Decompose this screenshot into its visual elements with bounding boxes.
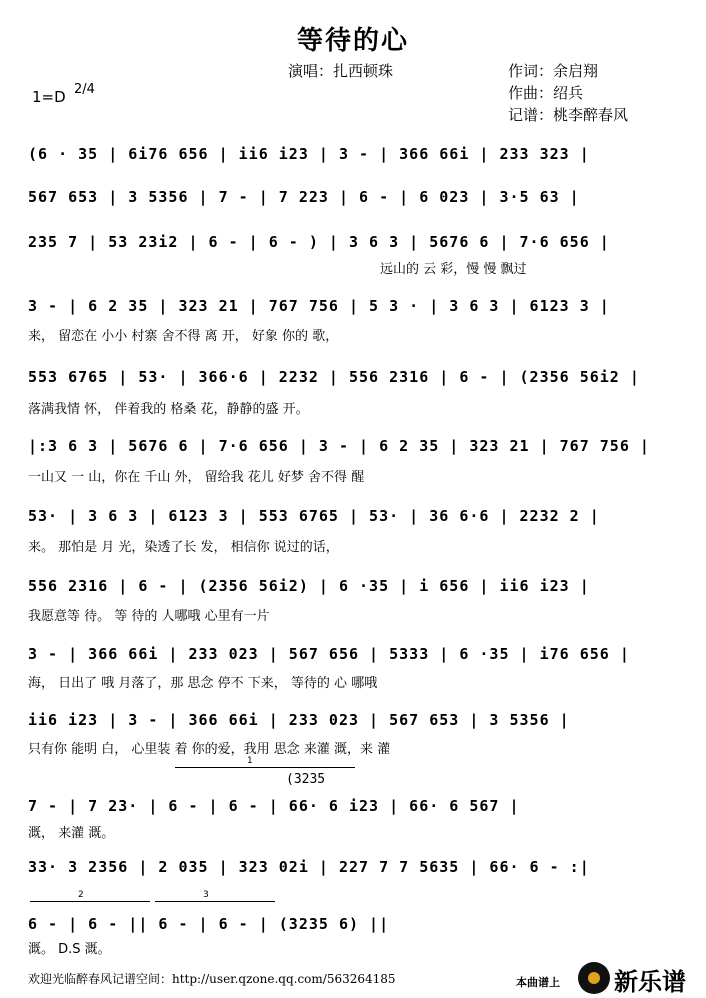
lyric-line: 溉。 D.S 溉。 xyxy=(28,942,111,957)
score-line: ii6 i23 | 3 - | 366 66i | 233 023 | 567 653 | 3 5356 | xyxy=(28,711,570,729)
score-line: 553 6765 | 53· | 366·6 | 2232 | 556 2316 | 6 - | (2356 56i2 | xyxy=(28,368,640,386)
volta-bracket-3 xyxy=(155,890,275,902)
volta-bracket-2 xyxy=(30,890,150,902)
brand-name[interactable]: 新乐谱 xyxy=(614,968,686,996)
lyricist-credit: 作词：余启翔 xyxy=(508,62,599,80)
lyric-line: 只有你 能明 白， 心里装 着 你的爱，我用 思念 来灌 溉，来 灌 xyxy=(28,742,391,757)
score-line: |:3 6 3 | 5676 6 | 7·6 656 | 3 - | 6 2 35 | 323 21 | 767 756 | xyxy=(28,437,650,455)
footer-link[interactable]: 欢迎光临醉春风记谱空间：http://user.qzone.qq.com/563264185 xyxy=(28,972,396,986)
page-title: 等待的心 xyxy=(296,26,409,56)
lyric-line: 海， 日出了 哦 月落了，那 思念 停不 下来， 等待的 心 哪哦 xyxy=(28,676,378,691)
composer-credit: 作曲：绍兵 xyxy=(508,84,584,102)
score-line: 556 2316 | 6 - | (2356 56i2) | 6 ·35 | i 656 | ii6 i23 | xyxy=(28,577,590,595)
score-line: (6 · 35 | 6i76 656 | ii6 i23 | 3 - | 366 66i | 233 323 | xyxy=(28,145,590,163)
time-signature-value: 2/4 xyxy=(74,82,95,97)
lyric-line: 我愿意等 待。 等 待的 人哪哦 心里有一片 xyxy=(28,609,270,624)
score-line: 3 - | 366 66i | 233 023 | 567 656 | 5333 | 6 ·35 | i76 656 | xyxy=(28,645,630,663)
lyric-line: 溉， 来灌 溉。 xyxy=(28,826,115,841)
volta-number: 3 xyxy=(203,890,209,900)
brand-prefix: 本曲谱上 xyxy=(516,976,560,989)
lyric-line: 远山的 云 彩，慢 慢 飘过 xyxy=(380,262,527,277)
score-line: 53· | 3 6 3 | 6123 3 | 553 6765 | 53· | 36 6·6 | 2232 2 | xyxy=(28,507,600,525)
transcriber-credit: 记谱：桃李醉春风 xyxy=(508,106,629,124)
lyric-line: 一山又 一 山，你在 千山 外， 留给我 花儿 好梦 舍不得 醒 xyxy=(28,470,365,485)
record-logo-icon xyxy=(578,962,610,994)
score-line: 235 7 | 53 23i2 | 6 - | 6 - ) | 3 6 3 | 5676 6 | 7·6 656 | xyxy=(28,233,610,251)
lyric-line: 来， 留恋在 小小 村寨 舍不得 离 开， 好象 你的 歌， xyxy=(28,329,339,344)
score-line: 7 - | 7 23· | 6 - | 6 - | 66· 6 i23 | 66· 6 567 | xyxy=(28,797,520,815)
singer-credit: 演唱：扎西顿珠 xyxy=(288,62,394,80)
lyric-line: 来。 那怕是 月 光，染透了长 发， 相信你 说过的话， xyxy=(28,540,339,555)
score-line: 567 653 | 3 5356 | 7 - | 7 223 | 6 - | 6 023 | 3·5 63 | xyxy=(28,188,580,206)
grace-note: (3235 xyxy=(286,772,326,787)
volta-number: 2 xyxy=(78,890,84,900)
lyric-line: 落满我情 怀， 伴着我的 格桑 花，静静的盛 开。 xyxy=(28,402,309,417)
volta-number: 1 xyxy=(247,756,253,766)
key-signature: 1=D xyxy=(32,88,66,106)
score-line: 6 - | 6 - || 6 - | 6 - | (3235 6) || xyxy=(28,915,390,933)
time-signature xyxy=(74,84,95,95)
score-line: 3 - | 6 2 35 | 323 21 | 767 756 | 5 3 · | 3 6 3 | 6123 3 | xyxy=(28,297,610,315)
volta-bracket-1 xyxy=(175,756,355,768)
score-line: 33· 3 2356 | 2 035 | 323 02i | 227 7 7 5635 | 66· 6 - :| xyxy=(28,858,590,876)
